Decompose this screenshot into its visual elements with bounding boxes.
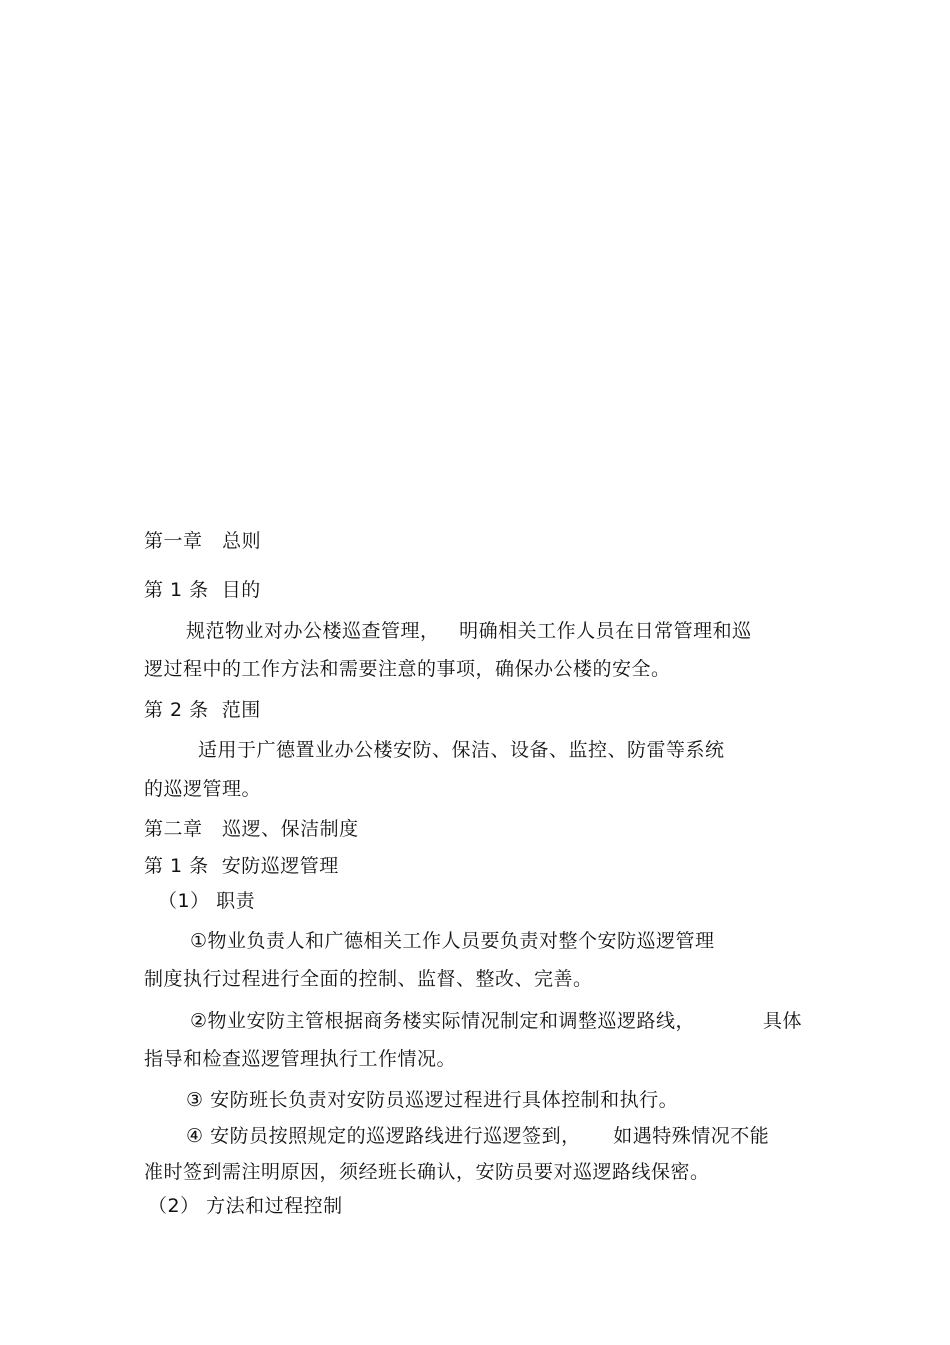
duty-item4-line2: 准时签到需注明原因，须经班长确认，安防员要对巡逻路线保密。 <box>144 1161 710 1183</box>
duty-item2-line1-end: 具体 <box>763 1010 803 1032</box>
article1-body-line1: 规范物业对办公楼巡查管理， 明确相关工作人员在日常管理和巡 <box>186 620 752 642</box>
duty-item4-line1: ④ 安防员按照规定的巡逻路线进行巡逻签到， 如遇特殊情况不能 <box>186 1125 770 1147</box>
article2-title: 第 2 条 范围 <box>144 699 261 721</box>
chapter2-title: 第二章 巡逻、保洁制度 <box>144 818 359 840</box>
chapter2-article1-title: 第 1 条 安防巡逻管理 <box>144 855 339 877</box>
article1-body-line2: 逻过程中的工作方法和需要注意的事项，确保办公楼的安全。 <box>144 658 671 680</box>
section2-title: （2） 方法和过程控制 <box>148 1195 343 1217</box>
duty-item1-line2: 制度执行过程进行全面的控制、监督、整改、完善。 <box>144 968 593 990</box>
chapter1-title: 第一章 总则 <box>144 530 262 552</box>
duty-item2-line1: ②物业安防主管根据商务楼实际情况制定和调整巡逻路线， <box>190 1010 696 1032</box>
duty-item3-line1: ③ 安防班长负责对安防员巡逻过程进行具体控制和执行。 <box>186 1089 679 1111</box>
duty-item2-line2: 指导和检查巡逻管理执行工作情况。 <box>144 1048 457 1070</box>
section1-title: （1） 职责 <box>158 890 256 912</box>
article2-body-line2: 的巡逻管理。 <box>144 778 262 800</box>
article2-body-line1: 适用于广德置业办公楼安防、保洁、设备、监控、防雷等系统 <box>198 739 725 761</box>
duty-item1-line1: ①物业负责人和广德相关工作人员要负责对整个安防巡逻管理 <box>190 930 715 952</box>
article1-title: 第 1 条 目的 <box>144 579 261 601</box>
